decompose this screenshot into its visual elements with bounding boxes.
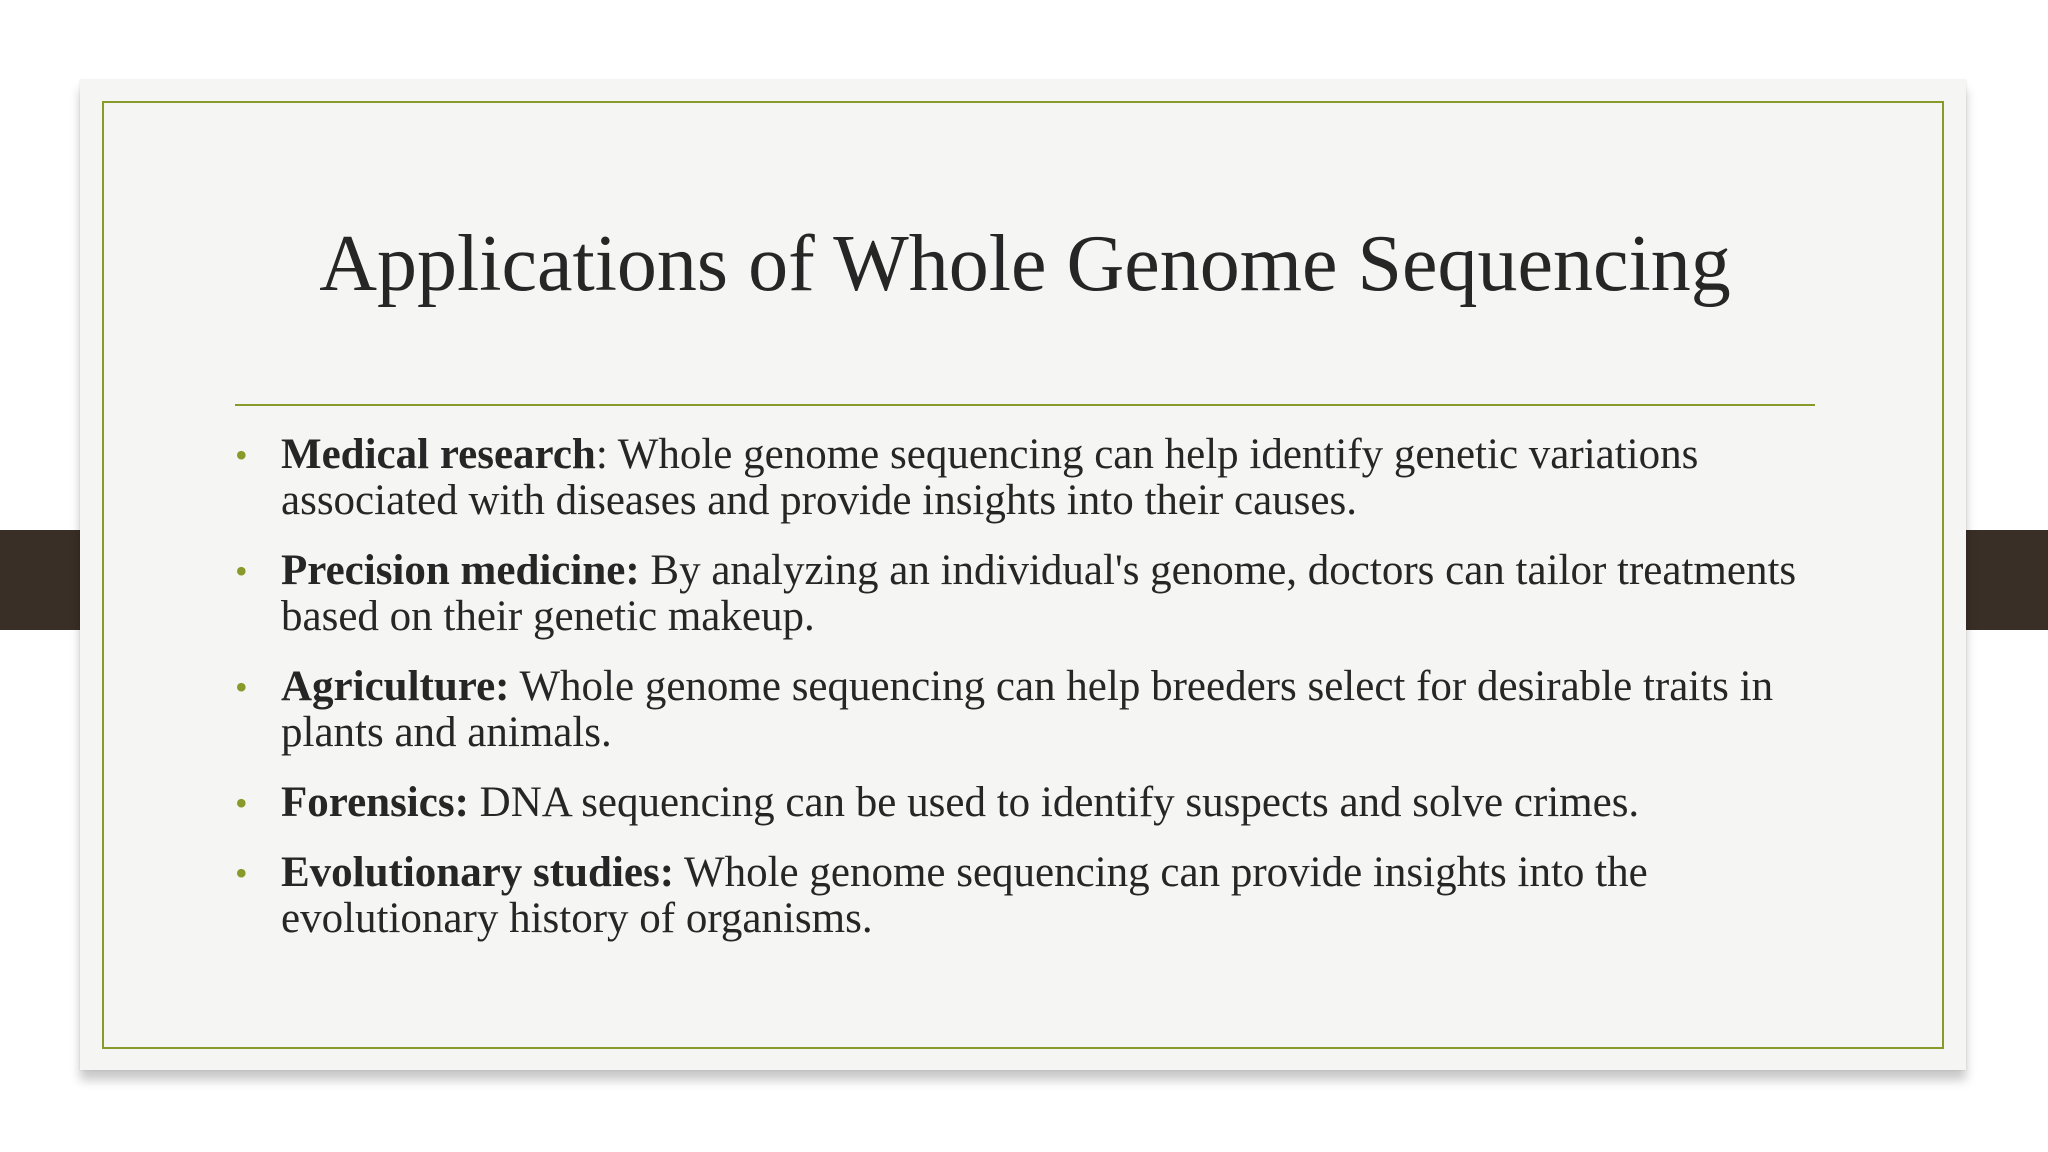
bullet-item-medical-research [235, 432, 1845, 524]
bullet-item-precision-medicine [235, 548, 1845, 640]
bullet-item-agriculture [235, 664, 1845, 756]
bullet-term: Evolutionary studies: [281, 849, 675, 896]
bullet-dot-icon: • [235, 435, 248, 475]
bullet-term: Precision medicine: [281, 547, 640, 594]
bullet-dot-icon: • [235, 853, 248, 893]
bullet-text: Whole genome sequencing can help breeders select for desirable traits in plants and animals. [281, 663, 1774, 756]
bullet-item-evolutionary-studies [235, 850, 1845, 942]
bullet-list [235, 432, 1845, 966]
bullet-text: By analyzing an individual's genome, doctors can tailor treatments based on their genetic makeup. [281, 547, 1797, 640]
bullet-dot-icon: • [235, 783, 248, 823]
bullet-item-forensics [235, 780, 1845, 826]
bullet-dot-icon: • [235, 667, 248, 707]
bullet-text: DNA sequencing can be used to identify suspects and solve crimes. [468, 779, 1640, 826]
slide-title: Applications of Whole Genome Sequencing [319, 220, 1731, 308]
bullet-term: Medical research [281, 431, 596, 478]
bullet-term: Agriculture: [281, 663, 510, 710]
bullet-dot-icon: • [235, 551, 248, 591]
bullet-term: Forensics: [281, 779, 469, 826]
bullet-text: Whole genome sequencing can provide insights into the evolutionary history of organisms. [281, 849, 1648, 942]
bullet-text: Whole genome sequencing can help identify genetic variations associated with diseases and provide insights into their causes. [281, 431, 1699, 524]
bullet-separator: : [595, 431, 608, 478]
title-divider [235, 404, 1815, 406]
